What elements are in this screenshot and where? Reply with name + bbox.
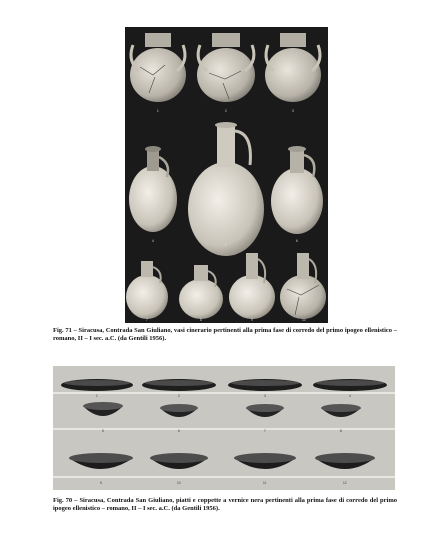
vase-number-8: 8	[200, 318, 202, 322]
bowl-number-9: 9	[100, 481, 102, 485]
vase-number-9: 9	[251, 318, 253, 322]
vase-number-10: 10	[302, 318, 306, 322]
vase-row-3	[126, 253, 326, 322]
vase-row-2	[129, 122, 323, 256]
figure-70-photo	[53, 366, 395, 490]
vase-number-7: 7	[146, 318, 148, 322]
bowl-row-3	[69, 453, 375, 485]
bowl-number-10: 10	[177, 481, 181, 485]
bowl-number-11: 11	[263, 481, 267, 485]
plate-number-4: 4	[349, 394, 351, 398]
plate-row-1	[61, 379, 387, 398]
vase-number-4: 4	[152, 239, 154, 243]
plate-number-1: 1	[96, 394, 98, 398]
bowl-number-8: 8	[340, 429, 342, 433]
bowl-number-7: 7	[264, 429, 266, 433]
figure-71-photo	[125, 27, 328, 323]
vase-number-5: 5	[225, 243, 227, 247]
vase-row-1	[130, 33, 321, 113]
vase-number-6: 6	[296, 239, 298, 243]
bowl-number-6: 6	[178, 429, 180, 433]
vase-number-2: 2	[225, 109, 227, 113]
figure-70-caption: Fig. 70 – Siracusa, Contrada San Giuliano, piatti e coppette a vernice nera pertinenti alla prima fase di corredo del primo ipogeo ellenistico – romano, II – I sec. a.C. (da Gentili 1956).	[53, 497, 397, 513]
vases-illustration	[125, 27, 328, 323]
vase-number-1: 1	[157, 109, 159, 113]
bowls-illustration	[53, 366, 395, 490]
vase-number-3: 3	[292, 109, 294, 113]
plate-number-3: 3	[264, 394, 266, 398]
bowl-number-12: 12	[343, 481, 347, 485]
figure-71-caption: Fig. 71 – Siracusa, Contrada San Giuliano, vasi cinerario pertinenti alla prima fase di corredo del primo ipogeo ellenistico – romano, II – I sec. a.C. (da Gentili 1956).	[53, 327, 397, 343]
plate-number-2: 2	[178, 394, 180, 398]
bowl-number-5: 5	[102, 429, 104, 433]
